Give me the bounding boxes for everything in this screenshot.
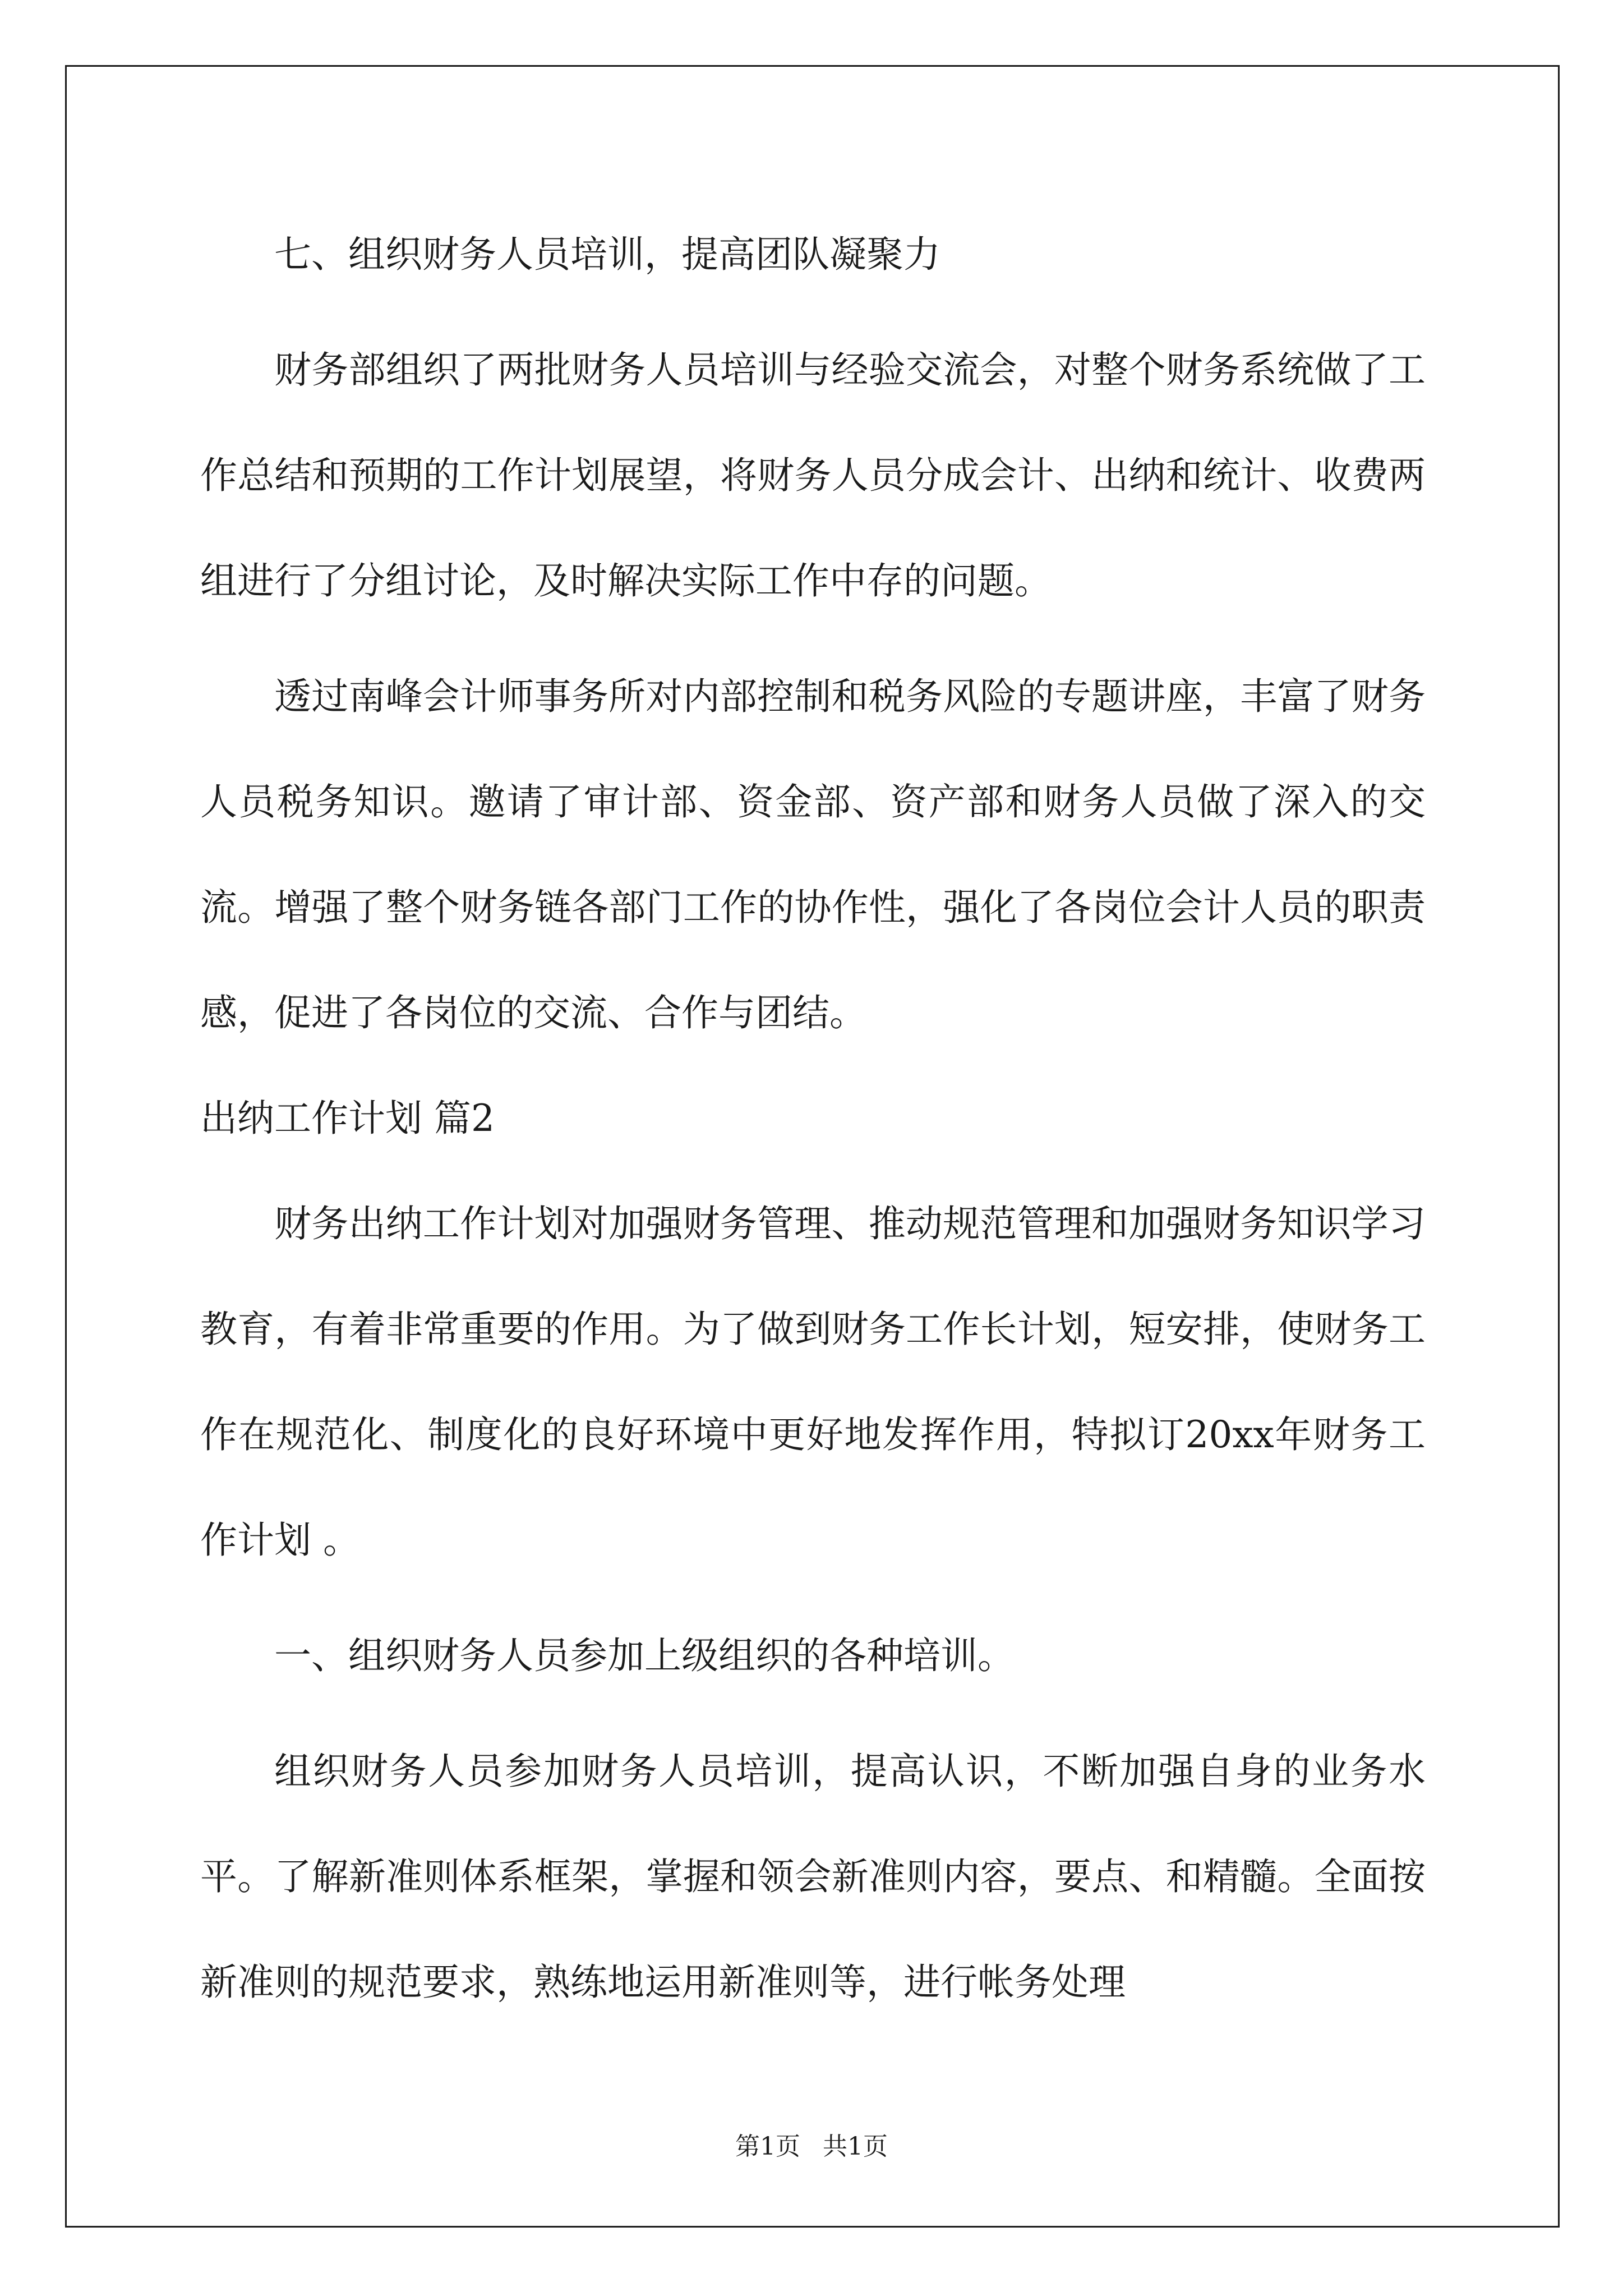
section-title: 七、组织财务人员培训，提高团队凝聚力 bbox=[274, 233, 940, 276]
page-number: 第1页 bbox=[735, 2132, 800, 2161]
paragraph: 财务部组织了两批财务人员培训与经验交流会，对整个财务系统做了工作总结和预期的工作计划展望，将财务人员分成会计、出纳和统计、收费两组进行了分组讨论，及时解决实际工作中存的问题。 bbox=[200, 348, 1426, 602]
article-heading: 出纳工作计划 篇2 bbox=[200, 1097, 495, 1140]
paragraph: 透过南峰会计师事务所对内部控制和税务风险的专题讲座，丰富了财务人员税务知识。邀请了审计部、资金部、资产部和财务人员做了深入的交流。增强了整个财务链各部门工作的协作性，强化了各岗位会计人员的职责感，促进了各岗位的交流、合作与团结。 bbox=[200, 675, 1426, 1034]
section-title: 一、组织财务人员参加上级组织的各种培训。 bbox=[274, 1634, 1015, 1677]
paragraph: 财务出纳工作计划对加强财务管理、推动规范管理和加强财务知识学习教育，有着非常重要的作用。为了做到财务工作长计划，短安排，使财务工作在规范化、制度化的良好环境中更好地发挥作用，特拟订20xx年财务工作计划 。 bbox=[200, 1202, 1426, 1562]
page-total: 共1页 bbox=[823, 2132, 888, 2161]
page-footer bbox=[0, 2126, 1623, 2162]
paragraph: 组织财务人员参加财务人员培训，提高认识，不断加强自身的业务水平。了解新准则体系框架，掌握和领会新准则内容，要点、和精髓。全面按新准则的规范要求，熟练地运用新准则等，进行帐务处理 bbox=[200, 1750, 1426, 2004]
document-body bbox=[200, 202, 1426, 2035]
